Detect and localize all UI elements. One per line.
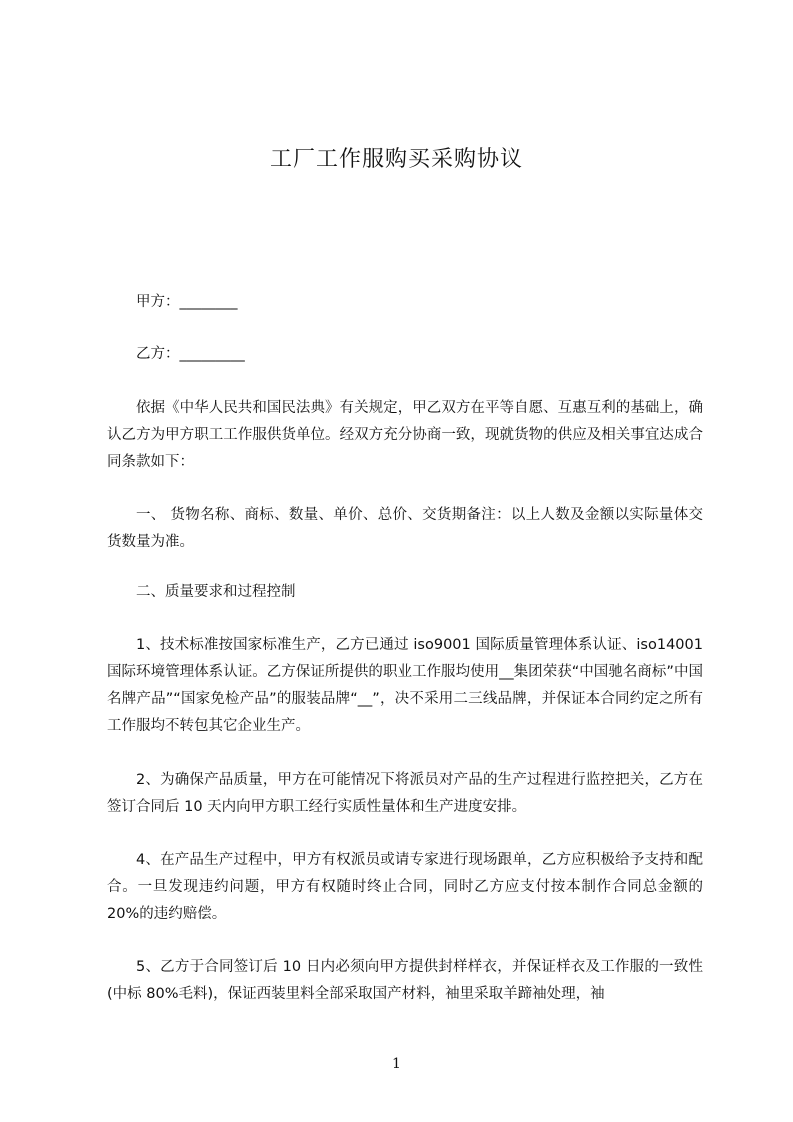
party-b-line: 乙方：_________ <box>136 346 245 362</box>
paragraph-item-2: 2、为确保产品质量，甲方在可能情况下将派员对产品的生产过程进行监控把关，乙方在签订合同后 10 天内向甲方职工经行实质性量体和生产进度安排。 <box>107 772 703 815</box>
paragraph-item-1: 1、技术标准按国家标准生产，乙方已通过 iso9001 国际质量管理体系认证、iso14001 国际环境管理体系认证。乙方保证所提供的职业工作服均使用__集团荣获“中国驰名商标”中国名牌产品”“国家免检产品”的服装品牌“__”，决不采用二三线品牌，并保证本合同约定之所有工作服均不转包其它企业生产。 <box>107 637 703 734</box>
paragraph-intro: 依据《中华人民共和国民法典》有关规定，甲乙双方在平等自愿、互惠互利的基础上，确认乙方为甲方职工工作服供货单位。经双方充分协商一致，现就货物的供应及相关事宜达成合同条款如下： <box>107 400 703 470</box>
page-number: 1 <box>392 1056 401 1072</box>
paragraph-item-5: 5、乙方于合同签订后 10 日内必须向甲方提供封样样衣，并保证样衣及工作服的一致性(中标 80%毛料)，保证西装里料全部采取国产材料，袖里采取羊蹄袖处理，袖 <box>107 959 703 1002</box>
document-title: 工厂工作服购买采购协议 <box>269 147 523 172</box>
paragraph-section-1: 一、 货物名称、商标、数量、单价、总价、交货期备注：以上人数及金额以实际量体交货数量为准。 <box>107 507 703 550</box>
section-2-heading: 二、质量要求和过程控制 <box>136 584 296 600</box>
paragraph-item-4: 4、在产品生产过程中，甲方有权派员或请专家进行现场跟单，乙方应积极给予支持和配合。一旦发现违约问题，甲方有权随时终止合同，同时乙方应支付按本制作合同总金额的 20%的违约赔偿。 <box>107 852 703 922</box>
party-a-line: 甲方：________ <box>136 294 238 310</box>
